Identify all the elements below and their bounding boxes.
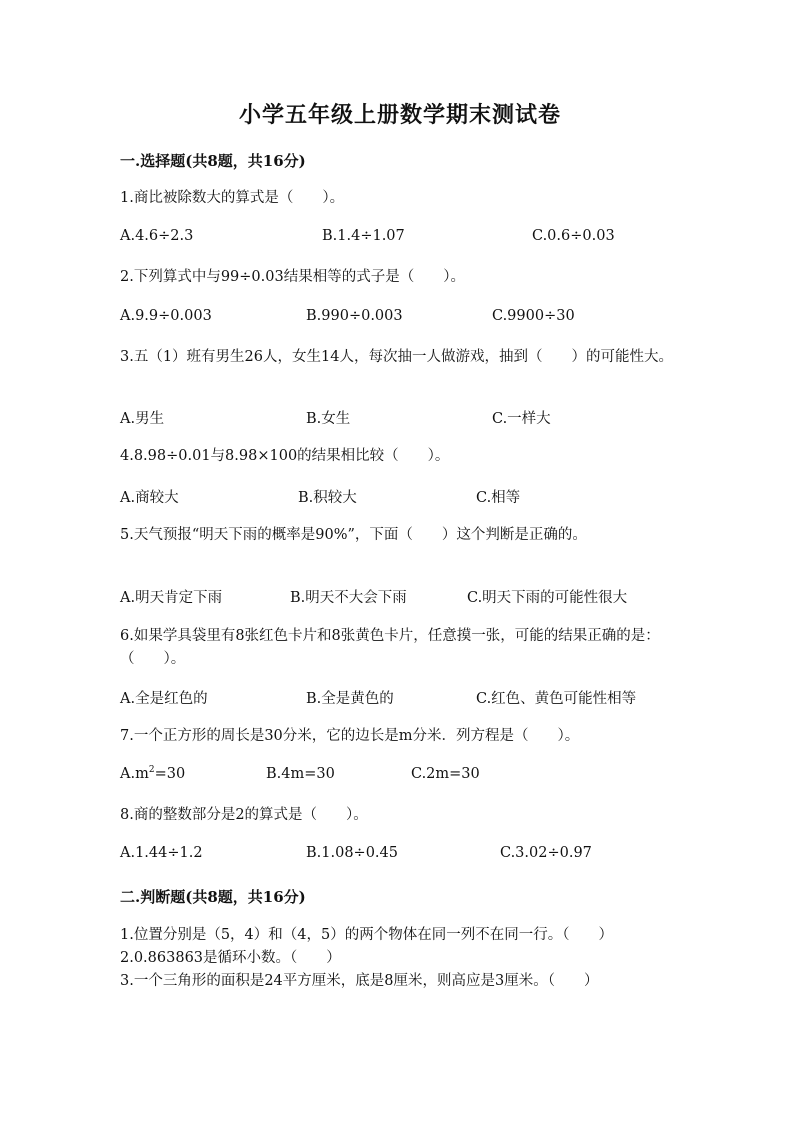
question-text: 3.五（1）班有男生26人，女生14人，每次抽一人做游戏，抽到（ ）的可能性大。 [120,349,673,365]
option-c: C.明天下雨的可能性很大 [467,590,628,606]
superscript: 2 [148,765,155,776]
option-a-text: $A.m^2=30$ [120,765,186,782]
option-a: A.明天肯定下雨 [120,590,223,606]
option-b: B.990÷0.003 [306,308,403,324]
option-b: B.全是黄色的 [306,691,394,707]
option-c: C.3.02÷0.97 [500,845,592,861]
option-a: A.商较大 [120,490,179,506]
option-c: C.9900÷30 [492,308,575,324]
section-heading-choice: 一.选择题(共8题，共16分) [120,152,306,170]
question-text: 6.如果学具袋里有8张红色卡片和8张黄色卡片，任意摸一张，可能的结果正确的是：（ ）。 [120,628,660,667]
option-a: A.男生 [120,411,165,427]
option-a [120,766,185,782]
question-text: 1.位置分别是（5，4）和（4，5）的两个物体在同一列不在同一行。（ ） [120,927,613,943]
option-a: A.1.44÷1.2 [120,845,203,861]
option-b: B.4m=30 [266,766,335,782]
question-text: 4.8.98÷0.01与8.98×100的结果相比较（ ）。 [120,448,450,464]
option-c: C.2m=30 [411,766,480,782]
option-c: C.0.6÷0.03 [532,228,615,244]
option-b: B.积较大 [298,490,357,506]
question-text: 1.商比被除数大的算式是（ ）。 [120,190,345,206]
question-text: 8.商的整数部分是2的算式是（ ）。 [120,807,368,823]
option-b: B.1.4÷1.07 [322,228,405,244]
option-b: B.明天不大会下雨 [290,590,407,606]
option-a: A.全是红色的 [120,691,208,707]
question-text: 5.天气预报“明天下雨的概率是90%”，下面（ ）这个判断是正确的。 [120,527,587,543]
section-heading-judge: 二.判断题(共8题，共16分) [120,888,306,906]
option-c: C.红色、黄色可能性相等 [476,691,637,707]
question-text: 3.一个三角形的面积是24平方厘米，底是8厘米，则高应是3厘米。（ ） [120,973,599,989]
question-text: 2.0.863863是循环小数。（ ） [120,950,341,966]
option-a: A.4.6÷2.3 [120,228,194,244]
question-text: 7.一个正方形的周长是30分米，它的边长是m分米．列方程是（ ）。 [120,728,580,744]
page-title: 小学五年级上册数学期末测试卷 [238,102,561,128]
option-a: A.9.9÷0.003 [120,308,212,324]
option-c: C.相等 [476,490,521,506]
option-b: B.女生 [306,411,351,427]
option-c: C.一样大 [492,411,551,427]
question-text: 2.下列算式中与99÷0.03结果相等的式子是（ ）。 [120,269,465,285]
option-b: B.1.08÷0.45 [306,845,398,861]
